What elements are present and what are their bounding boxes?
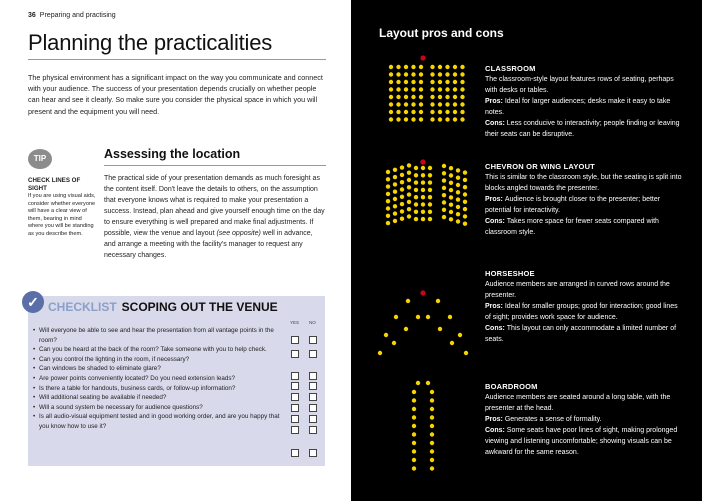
- seat-dot: [404, 102, 408, 106]
- seat-dot: [460, 65, 464, 69]
- seat-dot: [428, 202, 432, 206]
- seat-dot: [463, 178, 467, 182]
- seat-dot: [430, 102, 434, 106]
- seat-dot: [453, 110, 457, 114]
- seat-dot: [407, 163, 411, 167]
- seat-dot: [414, 202, 418, 206]
- seat-dot: [414, 210, 418, 214]
- seat-dot: [460, 117, 464, 121]
- seat-dot: [407, 178, 411, 182]
- seat-dot: [396, 117, 400, 121]
- seat-dot: [453, 87, 457, 91]
- seat-dot: [456, 183, 460, 187]
- layout-text: Audience members are arranged in curved rows around the presenter. Pros: Ideal for smaller groups; good for interaction; good lines of sight; provides work space for audience. Cons: This layout can only accommodate a limited number of seats.: [485, 281, 678, 343]
- seat-dot: [389, 80, 393, 84]
- seat-dot: [407, 185, 411, 189]
- layout-text: Audience members are seated around a long table, with the presenter at the head. Pros: Generates a sense of formality. Cons: Some seats have poor lines of sight, making prolonged viewing and listening uncomfortable; showing visuals can be awkward for the same reason.: [485, 394, 678, 456]
- checklist-item: • Are power points conveniently located? Do you need extension leads?: [33, 374, 287, 384]
- seat-dot: [419, 95, 423, 99]
- seat-dot: [445, 117, 449, 121]
- seat-dot: [438, 327, 442, 331]
- seat-dot: [386, 177, 390, 181]
- seat-dot: [412, 398, 416, 402]
- checklist-heading: SCOPING OUT THE VENUE: [121, 300, 278, 314]
- seat-dot: [400, 187, 404, 191]
- no-checkbox[interactable]: [309, 336, 317, 344]
- seat-dot: [430, 424, 434, 428]
- seat-dot: [453, 95, 457, 99]
- seat-dot: [407, 207, 411, 211]
- seat-dot: [389, 65, 393, 69]
- seat-dot: [460, 95, 464, 99]
- running-head: [28, 12, 116, 19]
- seat-dot: [449, 188, 453, 192]
- seat-dot: [419, 102, 423, 106]
- seat-dot: [430, 466, 434, 470]
- seat-dot: [448, 315, 452, 319]
- yes-checkbox[interactable]: [291, 336, 299, 344]
- page-number: 36: [28, 12, 36, 19]
- yes-checkbox[interactable]: [291, 393, 299, 401]
- presenter-dot: [420, 290, 425, 295]
- layout-heading: CHEVRON OR WING LAYOUT: [485, 162, 595, 171]
- seat-dot: [414, 188, 418, 192]
- layout-description: [485, 381, 685, 458]
- checklist-title: [48, 300, 278, 314]
- seat-dot: [438, 87, 442, 91]
- seat-dot: [438, 110, 442, 114]
- seat-dot: [456, 176, 460, 180]
- seat-dot: [404, 327, 408, 331]
- seat-dot: [449, 203, 453, 207]
- seat-dot: [430, 398, 434, 402]
- seat-dot: [442, 208, 446, 212]
- seat-dot: [449, 166, 453, 170]
- no-checkbox[interactable]: [309, 426, 317, 434]
- presenter-dot: [420, 55, 425, 60]
- seat-dot: [460, 102, 464, 106]
- seat-dot: [407, 192, 411, 196]
- seat-dot: [389, 87, 393, 91]
- title-rule: [28, 59, 326, 60]
- section-body-text: The practical side of your presentation demands as much foresight as the content itself. Don't leave the details to others, on the assumption that everyone knows what is required to make your presentation a success. Instead, plan ahead and give yourself enough time on the day to ensure everything is well prepared and make final adjustments. If possible, view the venue and layout: [104, 175, 325, 237]
- boardroom-layout-diagram: [370, 378, 480, 488]
- no-checkbox[interactable]: [309, 404, 317, 412]
- classroom-layout-diagram: [370, 53, 480, 163]
- seat-dot: [453, 117, 457, 121]
- seat-dot: [384, 333, 388, 337]
- seat-dot: [438, 102, 442, 106]
- seat-dot: [419, 110, 423, 114]
- seat-dot: [442, 164, 446, 168]
- seat-dot: [393, 175, 397, 179]
- seat-dot: [393, 190, 397, 194]
- seat-dot: [404, 110, 408, 114]
- seat-dot: [445, 87, 449, 91]
- checklist-item: • Can you be heard at the back of the room? Take someone with you to help check.: [33, 345, 287, 355]
- seat-dot: [416, 381, 420, 385]
- layout-heading: CLASSROOM: [485, 64, 536, 73]
- seat-dot: [445, 110, 449, 114]
- seat-dot: [456, 190, 460, 194]
- checklist-item: • Can windows be shaded to eliminate glare?: [33, 364, 287, 374]
- seat-dot: [445, 102, 449, 106]
- seat-dot: [426, 315, 430, 319]
- seat-dot: [400, 209, 404, 213]
- seat-dot: [411, 95, 415, 99]
- seat-dot: [393, 204, 397, 208]
- seat-dot: [412, 458, 416, 462]
- seat-dot: [404, 87, 408, 91]
- seat-dot: [404, 72, 408, 76]
- seat-dot: [421, 195, 425, 199]
- seat-dot: [400, 217, 404, 221]
- seat-dot: [396, 65, 400, 69]
- checklist-label: CHECKLIST: [48, 300, 117, 314]
- yes-checkbox[interactable]: [291, 350, 299, 358]
- seat-dot: [421, 210, 425, 214]
- seat-dot: [412, 424, 416, 428]
- layout-description: [485, 268, 685, 345]
- seat-dot: [430, 65, 434, 69]
- seat-dot: [421, 217, 425, 221]
- seat-dot: [396, 72, 400, 76]
- seat-dot: [460, 87, 464, 91]
- seat-dot: [463, 185, 467, 189]
- seat-dot: [389, 102, 393, 106]
- seat-dot: [438, 95, 442, 99]
- seat-dot: [400, 202, 404, 206]
- seat-dot: [463, 214, 467, 218]
- seat-dot: [400, 173, 404, 177]
- seat-dot: [438, 80, 442, 84]
- seat-dot: [430, 72, 434, 76]
- section-body: [104, 173, 326, 261]
- section-body-text-end: well in advance, and arrange a meeting with the facility's manager to request any necessary changes.: [104, 230, 313, 259]
- seat-dot: [463, 200, 467, 204]
- seat-dot: [449, 181, 453, 185]
- seat-dot: [421, 173, 425, 177]
- seat-dot: [430, 390, 434, 394]
- intro-paragraph: The physical environment has a significant impact on the way you communicate and connect with your audience. The success of your presentation depends crucially on whether people can hear and see it clearly. So make sure you consider the physical space in which you will present and the equipment you will need.: [28, 73, 323, 116]
- seat-dot: [378, 351, 382, 355]
- seat-dot: [442, 171, 446, 175]
- seat-dot: [442, 200, 446, 204]
- seat-dot: [411, 110, 415, 114]
- seat-dot: [419, 65, 423, 69]
- seat-dot: [445, 80, 449, 84]
- yes-checkbox[interactable]: [291, 426, 299, 434]
- seat-dot: [396, 95, 400, 99]
- seat-dot: [442, 215, 446, 219]
- seat-dot: [396, 102, 400, 106]
- layout-text: The classroom-style layout features rows of seating, perhaps with desks or tables. Pros: Ideal for larger audiences; desks make it easy to take notes. Cons: Less conducive to interactivity; people finding or leaving their seats can be disruptive.: [485, 76, 680, 138]
- seat-dot: [438, 117, 442, 121]
- seat-dot: [419, 80, 423, 84]
- section-rule: [104, 165, 326, 166]
- seat-dot: [419, 87, 423, 91]
- seat-dot: [453, 72, 457, 76]
- seat-dot: [428, 210, 432, 214]
- seat-dot: [400, 180, 404, 184]
- seat-dot: [394, 315, 398, 319]
- presenter-dot: [420, 159, 425, 164]
- no-checkbox[interactable]: [309, 415, 317, 423]
- seat-dot: [411, 65, 415, 69]
- seat-dot: [414, 173, 418, 177]
- no-checkbox[interactable]: [309, 449, 317, 457]
- yes-checkbox[interactable]: [291, 382, 299, 390]
- checklist-item: • Is all audio-visual equipment tested and in good working order, and are you happy that you know how to use it?: [33, 412, 287, 431]
- seat-dot: [386, 206, 390, 210]
- seat-dot: [393, 182, 397, 186]
- seat-dot: [449, 210, 453, 214]
- seat-dot: [414, 180, 418, 184]
- seat-dot: [421, 202, 425, 206]
- seat-dot: [421, 188, 425, 192]
- seat-dot: [428, 195, 432, 199]
- seat-dot: [463, 222, 467, 226]
- seat-dot: [449, 173, 453, 177]
- no-checkbox[interactable]: [309, 393, 317, 401]
- seat-dot: [450, 341, 454, 345]
- chevron-layout-diagram: [370, 157, 480, 267]
- layout-heading: BOARDROOM: [485, 382, 538, 391]
- seat-dot: [463, 192, 467, 196]
- seat-dot: [428, 173, 432, 177]
- seat-dot: [430, 110, 434, 114]
- seat-dot: [411, 80, 415, 84]
- seat-dot: [442, 178, 446, 182]
- seat-dot: [453, 80, 457, 84]
- tip-heading: CHECK LINES OF SIGHT: [28, 177, 81, 192]
- layout-description: [485, 161, 685, 238]
- seat-dot: [393, 168, 397, 172]
- seat-dot: [430, 432, 434, 436]
- seat-dot: [412, 432, 416, 436]
- yes-checkbox[interactable]: [291, 449, 299, 457]
- seat-dot: [412, 407, 416, 411]
- seat-dot: [386, 214, 390, 218]
- seat-dot: [411, 87, 415, 91]
- seat-dot: [416, 315, 420, 319]
- seat-dot: [392, 341, 396, 345]
- seat-dot: [463, 170, 467, 174]
- seat-dot: [456, 219, 460, 223]
- seat-dot: [411, 72, 415, 76]
- seat-dot: [456, 212, 460, 216]
- seat-dot: [407, 171, 411, 175]
- seat-dot: [411, 102, 415, 106]
- seat-dot: [404, 80, 408, 84]
- seat-dot: [386, 221, 390, 225]
- seat-dot: [419, 72, 423, 76]
- seat-dot: [430, 449, 434, 453]
- seat-dot: [412, 415, 416, 419]
- seat-dot: [393, 211, 397, 215]
- seat-dot: [442, 186, 446, 190]
- layouts-title: Layout pros and cons: [379, 26, 504, 40]
- seat-dot: [407, 200, 411, 204]
- seat-dot: [436, 299, 440, 303]
- seat-dot: [396, 110, 400, 114]
- seat-dot: [430, 95, 434, 99]
- seat-dot: [404, 95, 408, 99]
- seat-dot: [389, 110, 393, 114]
- seat-dot: [396, 80, 400, 84]
- seat-dot: [386, 170, 390, 174]
- seat-dot: [386, 199, 390, 203]
- checklist-item: • Can you control the lighting in the room, if necessary?: [33, 355, 287, 365]
- seat-dot: [393, 219, 397, 223]
- seat-dot: [414, 166, 418, 170]
- seat-dot: [386, 192, 390, 196]
- yes-column-label: YES: [290, 320, 300, 325]
- tip-body: If you are using visual aids, consider whether everyone will have a clear view of them, bearing in mind where you will be standing as you describe them.: [28, 193, 96, 237]
- seat-dot: [404, 65, 408, 69]
- seat-dot: [438, 65, 442, 69]
- checklist-items: [33, 326, 323, 432]
- seat-dot: [393, 197, 397, 201]
- seat-dot: [412, 466, 416, 470]
- seat-dot: [428, 180, 432, 184]
- seat-dot: [430, 458, 434, 462]
- seat-dot: [428, 166, 432, 170]
- checklist-item: • Is there a table for handouts, business cards, or follow-up information?: [33, 384, 287, 394]
- seat-dot: [414, 217, 418, 221]
- seat-dot: [438, 72, 442, 76]
- seat-dot: [449, 195, 453, 199]
- yes-checkbox[interactable]: [291, 372, 299, 380]
- no-column-label: NO: [309, 320, 316, 325]
- seat-dot: [412, 449, 416, 453]
- seat-dot: [411, 117, 415, 121]
- seat-dot: [421, 180, 425, 184]
- no-checkbox[interactable]: [309, 350, 317, 358]
- checklist-item: • Will additional seating be available if needed?: [33, 393, 287, 403]
- seat-dot: [445, 95, 449, 99]
- no-checkbox[interactable]: [309, 372, 317, 380]
- seat-dot: [464, 351, 468, 355]
- seat-dot: [386, 184, 390, 188]
- seat-dot: [442, 193, 446, 197]
- seat-dot: [396, 87, 400, 91]
- horseshoe-layout-diagram: [370, 283, 480, 393]
- yes-checkbox[interactable]: [291, 404, 299, 412]
- seat-dot: [421, 166, 425, 170]
- seat-dot: [414, 195, 418, 199]
- checkmark-icon: ✓: [22, 291, 44, 313]
- seat-dot: [456, 168, 460, 172]
- seat-dot: [406, 299, 410, 303]
- layout-description: [485, 63, 685, 140]
- seat-dot: [400, 165, 404, 169]
- seat-dot: [428, 188, 432, 192]
- seat-dot: [453, 65, 457, 69]
- layout-text: This is similar to the classroom style, but the seating is split into blocks angled towards the presenter. Pros: Audience is brought closer to the presenter; better potential for interactivity. Cons: Takes more space for fewer seats compared with classroom style.: [485, 174, 682, 236]
- seat-dot: [430, 87, 434, 91]
- no-checkbox[interactable]: [309, 382, 317, 390]
- seat-dot: [389, 95, 393, 99]
- seat-dot: [430, 80, 434, 84]
- seat-dot: [460, 80, 464, 84]
- seat-dot: [389, 72, 393, 76]
- seat-dot: [430, 407, 434, 411]
- section-heading: Assessing the location: [104, 147, 241, 161]
- seat-dot: [412, 441, 416, 445]
- cross-reference: (see opposite): [216, 230, 261, 237]
- seat-dot: [460, 72, 464, 76]
- yes-checkbox[interactable]: [291, 415, 299, 423]
- seat-dot: [426, 381, 430, 385]
- seat-dot: [458, 333, 462, 337]
- checklist-item: • Will everyone be able to see and hear the presentation from all vantage points in the room?: [33, 326, 287, 345]
- seat-dot: [453, 102, 457, 106]
- seat-dot: [463, 207, 467, 211]
- seat-dot: [430, 117, 434, 121]
- seat-dot: [449, 217, 453, 221]
- seat-dot: [430, 415, 434, 419]
- seat-dot: [404, 117, 408, 121]
- seat-dot: [456, 197, 460, 201]
- seat-dot: [460, 110, 464, 114]
- section-name: Preparing and practising: [39, 12, 116, 19]
- seat-dot: [419, 117, 423, 121]
- tip-badge: TIP: [28, 149, 52, 169]
- seat-dot: [407, 214, 411, 218]
- seat-dot: [430, 441, 434, 445]
- seat-dot: [445, 72, 449, 76]
- checklist-item: • Will a sound system be necessary for audience questions?: [33, 403, 287, 413]
- seat-dot: [445, 65, 449, 69]
- seat-dot: [428, 217, 432, 221]
- layout-heading: HORSESHOE: [485, 269, 535, 278]
- seat-dot: [412, 390, 416, 394]
- seat-dot: [389, 117, 393, 121]
- seat-dot: [400, 195, 404, 199]
- seat-dot: [456, 205, 460, 209]
- page-title: Planning the practicalities: [28, 30, 273, 55]
